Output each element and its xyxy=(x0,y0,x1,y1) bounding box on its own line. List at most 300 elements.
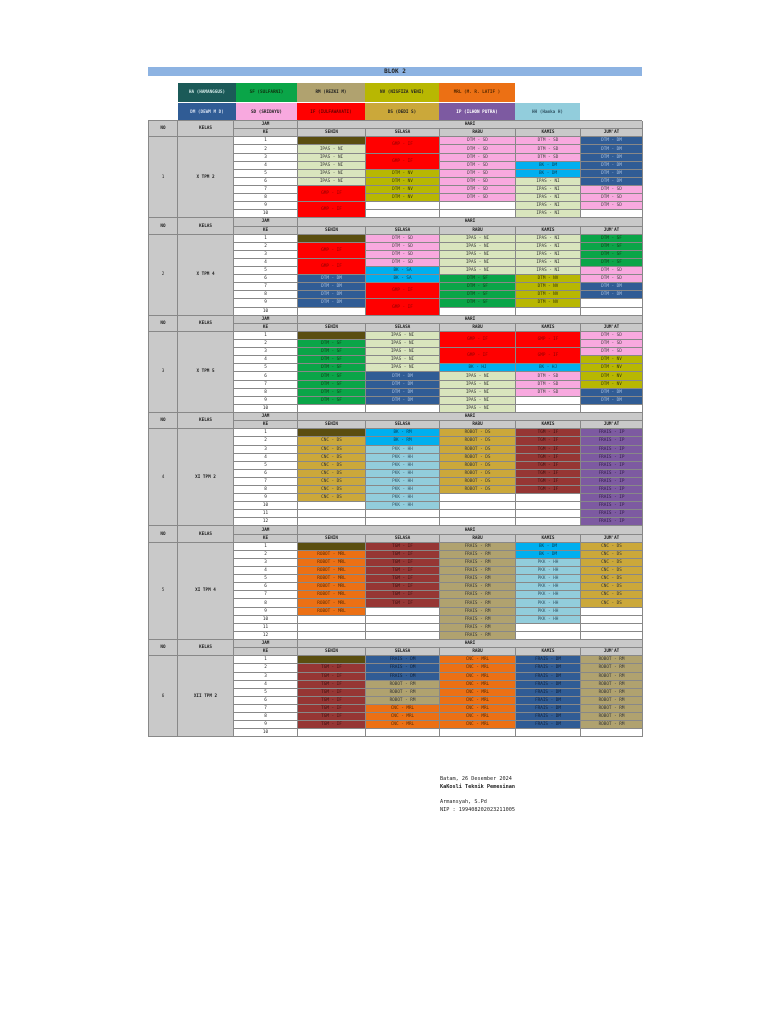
schedule-cell xyxy=(440,502,516,510)
col-hari: HARI xyxy=(298,121,643,129)
schedule-cell: BK - HJ xyxy=(440,364,516,372)
schedule-cell: TGM - IF xyxy=(366,559,440,567)
schedule-cell xyxy=(366,632,440,640)
day-header: SELASA xyxy=(366,421,440,429)
schedule-cell: DTM - NV xyxy=(581,356,643,364)
schedule-cell: DTM - NV xyxy=(516,275,581,283)
schedule-cell: DTM - SD xyxy=(366,243,440,251)
schedule-cell xyxy=(581,729,643,737)
schedule-cell: PKK - HH xyxy=(516,599,581,607)
class-name: XI TPM 4 xyxy=(178,543,234,640)
schedule-cell: DTM - DM xyxy=(366,372,440,380)
schedule-cell: DTM - SF xyxy=(440,291,516,299)
schedule-cell: GMP - IF xyxy=(298,186,366,202)
period-number: 9 xyxy=(234,397,298,405)
schedule-cell: TGM - IF xyxy=(366,591,440,599)
day-header: SENIN xyxy=(298,421,366,429)
col-no: NO xyxy=(149,316,178,332)
schedule-cell: DTM - SD xyxy=(440,154,516,162)
schedule-cell: DTM - SF xyxy=(298,356,366,364)
class-name: XII TPM 2 xyxy=(178,656,234,737)
schedule-cell: DTM - DM xyxy=(581,389,643,397)
schedule-cell: IPAS - NI xyxy=(366,340,440,348)
schedule-cell: DTM - DM xyxy=(298,283,366,291)
schedule-cell: FRAIS - RM xyxy=(440,632,516,640)
schedule-cell: GMP - IF xyxy=(366,283,440,299)
schedule-cell: CNC - MRL xyxy=(440,689,516,697)
schedule-cell: FRAIS - DM xyxy=(516,697,581,705)
period-number: 6 xyxy=(234,583,298,591)
period-number: 2 xyxy=(234,340,298,348)
schedule-cell: CNC - MRL xyxy=(440,656,516,664)
schedule-cell: CNC - DS xyxy=(298,437,366,445)
col-no: NO xyxy=(149,218,178,234)
schedule-cell xyxy=(440,518,516,526)
schedule-cell: GMP - IF xyxy=(298,243,366,259)
schedule-cell: PKK - HH xyxy=(516,608,581,616)
legend-item: HH (Hamka H) xyxy=(515,103,580,122)
schedule-cell: BK - SA xyxy=(366,275,440,283)
day-header: SENIN xyxy=(298,324,366,332)
schedule-cell: ROBOT - MRL xyxy=(298,583,366,591)
col-jam-ke: KE xyxy=(234,648,298,656)
schedule-cell: ROBOT - RM xyxy=(581,713,643,721)
schedule-cell: ROBOT - DS xyxy=(440,454,516,462)
schedule-cell: CNC - DS xyxy=(581,551,643,559)
schedule-cell xyxy=(440,510,516,518)
schedule-cell: CNC - MRL xyxy=(366,713,440,721)
schedule-cell: CNC - DS xyxy=(298,454,366,462)
schedule-cell: ROBOT - RM xyxy=(581,656,643,664)
schedule-cell: FRAIS - DM xyxy=(516,689,581,697)
schedule-cell: ROBOT - RM xyxy=(581,705,643,713)
schedule-cell: FRAIS - DM xyxy=(516,721,581,729)
schedule-cell xyxy=(298,624,366,632)
signature-block xyxy=(440,776,515,814)
col-jam: JAM xyxy=(234,316,298,324)
schedule-cell: ROBOT - DS xyxy=(440,462,516,470)
period-number: 6 xyxy=(234,178,298,186)
class-no: 1 xyxy=(149,137,178,218)
schedule-cell xyxy=(581,624,643,632)
signature-place-date: Batam, 26 Desember 2024 xyxy=(440,776,512,782)
schedule-cell: IPAS - NI xyxy=(516,178,581,186)
period-number: 8 xyxy=(234,291,298,299)
period-number: 4 xyxy=(234,567,298,575)
schedule-cell xyxy=(298,518,366,526)
schedule-cell: FRAIS - DM xyxy=(516,705,581,713)
period-number: 4 xyxy=(234,454,298,462)
schedule-cell: FRAIS - IP xyxy=(581,502,643,510)
schedule-cell: DTM - DM xyxy=(581,283,643,291)
col-jam-ke: KE xyxy=(234,421,298,429)
schedule-cell: DTM - SF xyxy=(440,275,516,283)
col-no: NO xyxy=(149,121,178,137)
schedule-cell xyxy=(581,308,643,316)
schedule-cell: DTM - SD xyxy=(581,202,643,210)
schedule-cell: FRAIS - RM xyxy=(440,551,516,559)
schedule-cell: CNC - DS xyxy=(298,462,366,470)
schedule-cell: PKK - HH xyxy=(516,591,581,599)
schedule-cell xyxy=(366,510,440,518)
schedule-cell: FRAIS - RM xyxy=(440,616,516,624)
schedule-cell: IPAS - NI xyxy=(298,162,366,170)
period-number: 11 xyxy=(234,624,298,632)
schedule-cell xyxy=(298,616,366,624)
schedule-cell: FRAIS - RM xyxy=(440,559,516,567)
schedule-cell: DTM - SD xyxy=(516,389,581,397)
col-kelas: KELAS xyxy=(178,121,234,137)
period-number: 10 xyxy=(234,729,298,737)
schedule-cell: ROBOT - RM xyxy=(581,681,643,689)
signature-role: KaKosli Teknik Pemesinan xyxy=(440,783,515,790)
schedule-cell: BK - SA xyxy=(366,267,440,275)
period-number: 8 xyxy=(234,599,298,607)
period-number: 9 xyxy=(234,494,298,502)
schedule-cell: FRAIS - RM xyxy=(440,583,516,591)
period-number: 12 xyxy=(234,518,298,526)
period-number: 3 xyxy=(234,154,298,162)
schedule-cell: DTM - SD xyxy=(440,178,516,186)
schedule-cell: IPAS - NI xyxy=(298,145,366,153)
schedule-cell: CNC - MRL xyxy=(440,705,516,713)
schedule-cell: DTM - SF xyxy=(298,381,366,389)
day-header: JUM'AT xyxy=(581,324,643,332)
schedule-cell: PKK - HH xyxy=(366,478,440,486)
legend-item: HA (HAMANGGUS) xyxy=(178,83,236,102)
schedule-cell: CNC - DS xyxy=(581,543,643,551)
schedule-cell: CNC - MRL xyxy=(440,664,516,672)
day-header: SELASA xyxy=(366,129,440,137)
col-kelas: KELAS xyxy=(178,526,234,542)
schedule-cell: FRAIS - IP xyxy=(581,486,643,494)
schedule-cell: FRAIS - DM xyxy=(366,673,440,681)
schedule-cell: TGM - IF xyxy=(366,583,440,591)
schedule-cell: PKK - HH xyxy=(366,486,440,494)
schedule-cell: FRAIS - IP xyxy=(581,462,643,470)
schedule-cell: GMP - IF xyxy=(366,299,440,315)
schedule-cell: ROBOT - RM xyxy=(366,681,440,689)
schedule-cell: CNC - MRL xyxy=(366,705,440,713)
col-jam: JAM xyxy=(234,413,298,421)
period-number: 3 xyxy=(234,446,298,454)
schedule-cell: TGM - IF xyxy=(516,486,581,494)
col-kelas: KELAS xyxy=(178,218,234,234)
schedule-cell: DTM - SD xyxy=(581,348,643,356)
col-kelas: KELAS xyxy=(178,413,234,429)
period-number: 5 xyxy=(234,170,298,178)
schedule-cell: TGM - IF xyxy=(366,599,440,607)
schedule-cell: BK - DM xyxy=(516,543,581,551)
schedule-cell: FRAIS - RM xyxy=(440,567,516,575)
schedule-cell xyxy=(366,729,440,737)
day-header: SENIN xyxy=(298,227,366,235)
col-jam-ke: KE xyxy=(234,129,298,137)
schedule-cell: DTM - DM xyxy=(366,389,440,397)
schedule-cell: DTM - DM xyxy=(581,145,643,153)
schedule-cell: GMP - IF xyxy=(516,332,581,348)
schedule-cell: FRAIS - IP xyxy=(581,518,643,526)
day-header: SELASA xyxy=(366,535,440,543)
schedule-cell: TGM - IF xyxy=(516,446,581,454)
schedule-cell: PKK - HH xyxy=(516,583,581,591)
schedule-cell: ROBOT - DS xyxy=(440,437,516,445)
schedule-cell: DTM - DM xyxy=(298,299,366,307)
schedule-cell: TGM - IF xyxy=(298,689,366,697)
legend-item: IF (IULFAWAVATI) xyxy=(297,103,365,122)
schedule-cell: TGM - IF xyxy=(298,705,366,713)
period-number: 5 xyxy=(234,689,298,697)
period-number: 9 xyxy=(234,202,298,210)
schedule-cell xyxy=(298,502,366,510)
period-number: 2 xyxy=(234,145,298,153)
schedule-cell: DTM - DM xyxy=(581,178,643,186)
schedule-cell: DTM - SD xyxy=(440,145,516,153)
schedule-cell: IPAS - NI xyxy=(516,243,581,251)
schedule-cell: PKK - HH xyxy=(516,575,581,583)
schedule-cell xyxy=(516,518,581,526)
class-no: 6 xyxy=(149,656,178,737)
schedule-cell: IPAS - NI xyxy=(366,364,440,372)
day-header: JUM'AT xyxy=(581,129,643,137)
schedule-cell: TGM - IF xyxy=(516,462,581,470)
schedule-cell xyxy=(516,405,581,413)
schedule-cell: ROBOT - DS xyxy=(440,429,516,437)
schedule-cell: DTM - DM xyxy=(581,397,643,405)
schedule-cell: GMP - IF xyxy=(440,332,516,348)
schedule-cell: ROBOT - MRL xyxy=(298,551,366,559)
schedule-cell: FRAIS - IP xyxy=(581,437,643,445)
schedule-cell xyxy=(516,502,581,510)
schedule-cell xyxy=(366,608,440,616)
day-header: JUM'AT xyxy=(581,535,643,543)
schedule-cell: DTM - DM xyxy=(298,291,366,299)
schedule-cell: IPAS - NI xyxy=(516,235,581,243)
schedule-cell xyxy=(298,308,366,316)
schedule-cell: DTM - SD xyxy=(440,162,516,170)
schedule-cell: IPAS - NI xyxy=(516,251,581,259)
schedule-cell: DTM - SD xyxy=(440,137,516,145)
col-hari: HARI xyxy=(298,526,643,534)
schedule-cell xyxy=(440,308,516,316)
class-name: XI TPM 2 xyxy=(178,429,234,526)
schedule-cell: TGM - IF xyxy=(298,721,366,729)
schedule-cell: DTM - SD xyxy=(440,186,516,194)
schedule-cell: IPAS - NI xyxy=(440,259,516,267)
schedule-cell: DTM - DM xyxy=(581,154,643,162)
schedule-cell xyxy=(366,202,440,210)
schedule-cell: DTM - SD xyxy=(516,381,581,389)
schedule-cell: FRAIS - IP xyxy=(581,478,643,486)
schedule-cell: GMP - IF xyxy=(516,348,581,364)
legend-item: IP (ILHON PUTRA) xyxy=(439,103,515,122)
schedule-cell: ROBOT - MRL xyxy=(298,575,366,583)
period-number: 11 xyxy=(234,510,298,518)
period-number: 7 xyxy=(234,705,298,713)
schedule-cell: TGM - IF xyxy=(516,470,581,478)
col-jam-ke: KE xyxy=(234,324,298,332)
schedule-cell: DTM - NV xyxy=(581,381,643,389)
schedule-cell: DTM - NV xyxy=(366,186,440,194)
schedule-cell: TGM - IF xyxy=(516,478,581,486)
page-title: BLOK 2 xyxy=(148,67,642,76)
day-header: RABU xyxy=(440,129,516,137)
schedule-cell: PKK - HH xyxy=(516,567,581,575)
schedule-cell: FRAIS - RM xyxy=(440,624,516,632)
period-number: 4 xyxy=(234,259,298,267)
day-header: JUM'AT xyxy=(581,227,643,235)
period-number: 10 xyxy=(234,210,298,218)
schedule-cell xyxy=(298,729,366,737)
legend-item: RM (REZKI M) xyxy=(297,83,365,102)
period-number: 1 xyxy=(234,137,298,145)
class-block xyxy=(148,640,642,737)
schedule-cell: GMP - IF xyxy=(440,348,516,364)
class-block xyxy=(148,413,642,527)
schedule-cell: CNC - MRL xyxy=(440,697,516,705)
legend-item: DM (DEWM M D) xyxy=(178,103,236,122)
schedule-cell: TGM - IF xyxy=(298,697,366,705)
schedule-cell: CNC - DS xyxy=(581,559,643,567)
class-no: 5 xyxy=(149,543,178,640)
schedule-cell: FRAIS - DM xyxy=(516,713,581,721)
schedule-cell: DTM - NV xyxy=(516,283,581,291)
period-number: 8 xyxy=(234,194,298,202)
period-number: 1 xyxy=(234,656,298,664)
schedule-cell: DTM - NV xyxy=(516,299,581,307)
schedule-cell xyxy=(581,616,643,624)
schedule-cell xyxy=(516,397,581,405)
period-number: 5 xyxy=(234,462,298,470)
schedule-cell: ROBOT - RM xyxy=(366,689,440,697)
schedule-cell: DTM - DM xyxy=(366,397,440,405)
schedule-cell: DTM - SD xyxy=(516,145,581,153)
period-number: 6 xyxy=(234,372,298,380)
schedule-cell xyxy=(298,235,366,243)
schedule-cell xyxy=(516,632,581,640)
schedule-cell: CNC - DS xyxy=(298,446,366,454)
schedule-cell: CNC - DS xyxy=(298,478,366,486)
schedule-cell: IPAS - NI xyxy=(440,381,516,389)
schedule-cell: CNC - MRL xyxy=(440,673,516,681)
schedule-cell: FRAIS - DM xyxy=(516,656,581,664)
col-jam: JAM xyxy=(234,526,298,534)
schedule-cell: GMP - IF xyxy=(366,154,440,170)
schedule-cell: TGM - IF xyxy=(516,437,581,445)
schedule-cell: DTM - SD xyxy=(581,275,643,283)
period-number: 5 xyxy=(234,267,298,275)
schedule-cell: DTM - SF xyxy=(298,397,366,405)
col-jam-ke: KE xyxy=(234,227,298,235)
col-jam-ke: KE xyxy=(234,535,298,543)
schedule-cell: FRAIS - DM xyxy=(516,681,581,689)
schedule-cell: IPAS - NI xyxy=(516,194,581,202)
schedule-cell: FRAIS - IP xyxy=(581,510,643,518)
day-header: SELASA xyxy=(366,648,440,656)
period-number: 2 xyxy=(234,437,298,445)
col-jam: JAM xyxy=(234,640,298,648)
schedule-cell: DTM - NV xyxy=(366,170,440,178)
schedule-cell: DTM - SF xyxy=(581,259,643,267)
day-header: SENIN xyxy=(298,129,366,137)
schedule-cell: BK - DM xyxy=(516,170,581,178)
schedule-cell: BK - DM xyxy=(516,162,581,170)
schedule-cell xyxy=(440,210,516,218)
schedule-cell: IPAS - NI xyxy=(440,267,516,275)
schedule-cell: IPAS - NI xyxy=(516,210,581,218)
period-number: 1 xyxy=(234,429,298,437)
day-header: SELASA xyxy=(366,324,440,332)
schedule-cell: PKK - HH xyxy=(366,446,440,454)
period-number: 6 xyxy=(234,275,298,283)
class-name: X TPM 5 xyxy=(178,332,234,413)
schedule-cell: FRAIS - RM xyxy=(440,599,516,607)
day-header: RABU xyxy=(440,227,516,235)
period-number: 9 xyxy=(234,299,298,307)
schedule-cell: DTM - SD xyxy=(440,194,516,202)
class-block xyxy=(148,120,642,218)
schedule-cell: IPAS - NI xyxy=(440,243,516,251)
col-hari: HARI xyxy=(298,413,643,421)
period-number: 4 xyxy=(234,356,298,364)
schedule-cell: DTM - SD xyxy=(516,372,581,380)
col-no: NO xyxy=(149,526,178,542)
legend-item: SD (SRIDAYU) xyxy=(236,103,297,122)
schedule-cell: DTM - SF xyxy=(581,243,643,251)
period-number: 5 xyxy=(234,364,298,372)
schedule-cell: ROBOT - RM xyxy=(581,697,643,705)
period-number: 3 xyxy=(234,673,298,681)
schedule-cell: CNC - DS xyxy=(298,486,366,494)
schedule-cell: ROBOT - DS xyxy=(440,486,516,494)
schedule-cell: PKK - HH xyxy=(366,502,440,510)
signature-name: Armansyah, S.Pd xyxy=(440,799,487,805)
schedule-cell: ROBOT - DS xyxy=(440,478,516,486)
schedule-table xyxy=(148,120,642,737)
schedule-cell: GMP - IF xyxy=(366,137,440,153)
period-number: 8 xyxy=(234,486,298,494)
period-number: 5 xyxy=(234,575,298,583)
day-header: RABU xyxy=(440,324,516,332)
schedule-cell: PKK - HH xyxy=(516,559,581,567)
schedule-cell: FRAIS - RM xyxy=(440,575,516,583)
schedule-cell: IPAS - NI xyxy=(440,372,516,380)
schedule-cell: PKK - HH xyxy=(366,470,440,478)
col-hari: HARI xyxy=(298,218,643,226)
schedule-cell: ROBOT - MRL xyxy=(298,559,366,567)
schedule-cell: CNC - MRL xyxy=(440,681,516,689)
class-name: X TPM 2 xyxy=(178,137,234,218)
schedule-cell xyxy=(581,608,643,616)
schedule-cell: DTM - SF xyxy=(440,283,516,291)
schedule-cell: CNC - DS xyxy=(581,567,643,575)
period-number: 3 xyxy=(234,559,298,567)
schedule-cell: IPAS - NI xyxy=(366,332,440,340)
period-number: 10 xyxy=(234,616,298,624)
schedule-cell: DTM - SF xyxy=(298,340,366,348)
schedule-cell: FRAIS - RM xyxy=(440,543,516,551)
period-number: 10 xyxy=(234,308,298,316)
schedule-cell xyxy=(440,202,516,210)
period-number: 1 xyxy=(234,235,298,243)
schedule-cell: DTM - SD xyxy=(581,332,643,340)
schedule-cell: TGM - IF xyxy=(298,681,366,689)
day-header: RABU xyxy=(440,648,516,656)
schedule-cell: ROBOT - RM xyxy=(581,664,643,672)
class-no: 3 xyxy=(149,332,178,413)
schedule-cell: FRAIS - IP xyxy=(581,454,643,462)
class-block xyxy=(148,526,642,640)
